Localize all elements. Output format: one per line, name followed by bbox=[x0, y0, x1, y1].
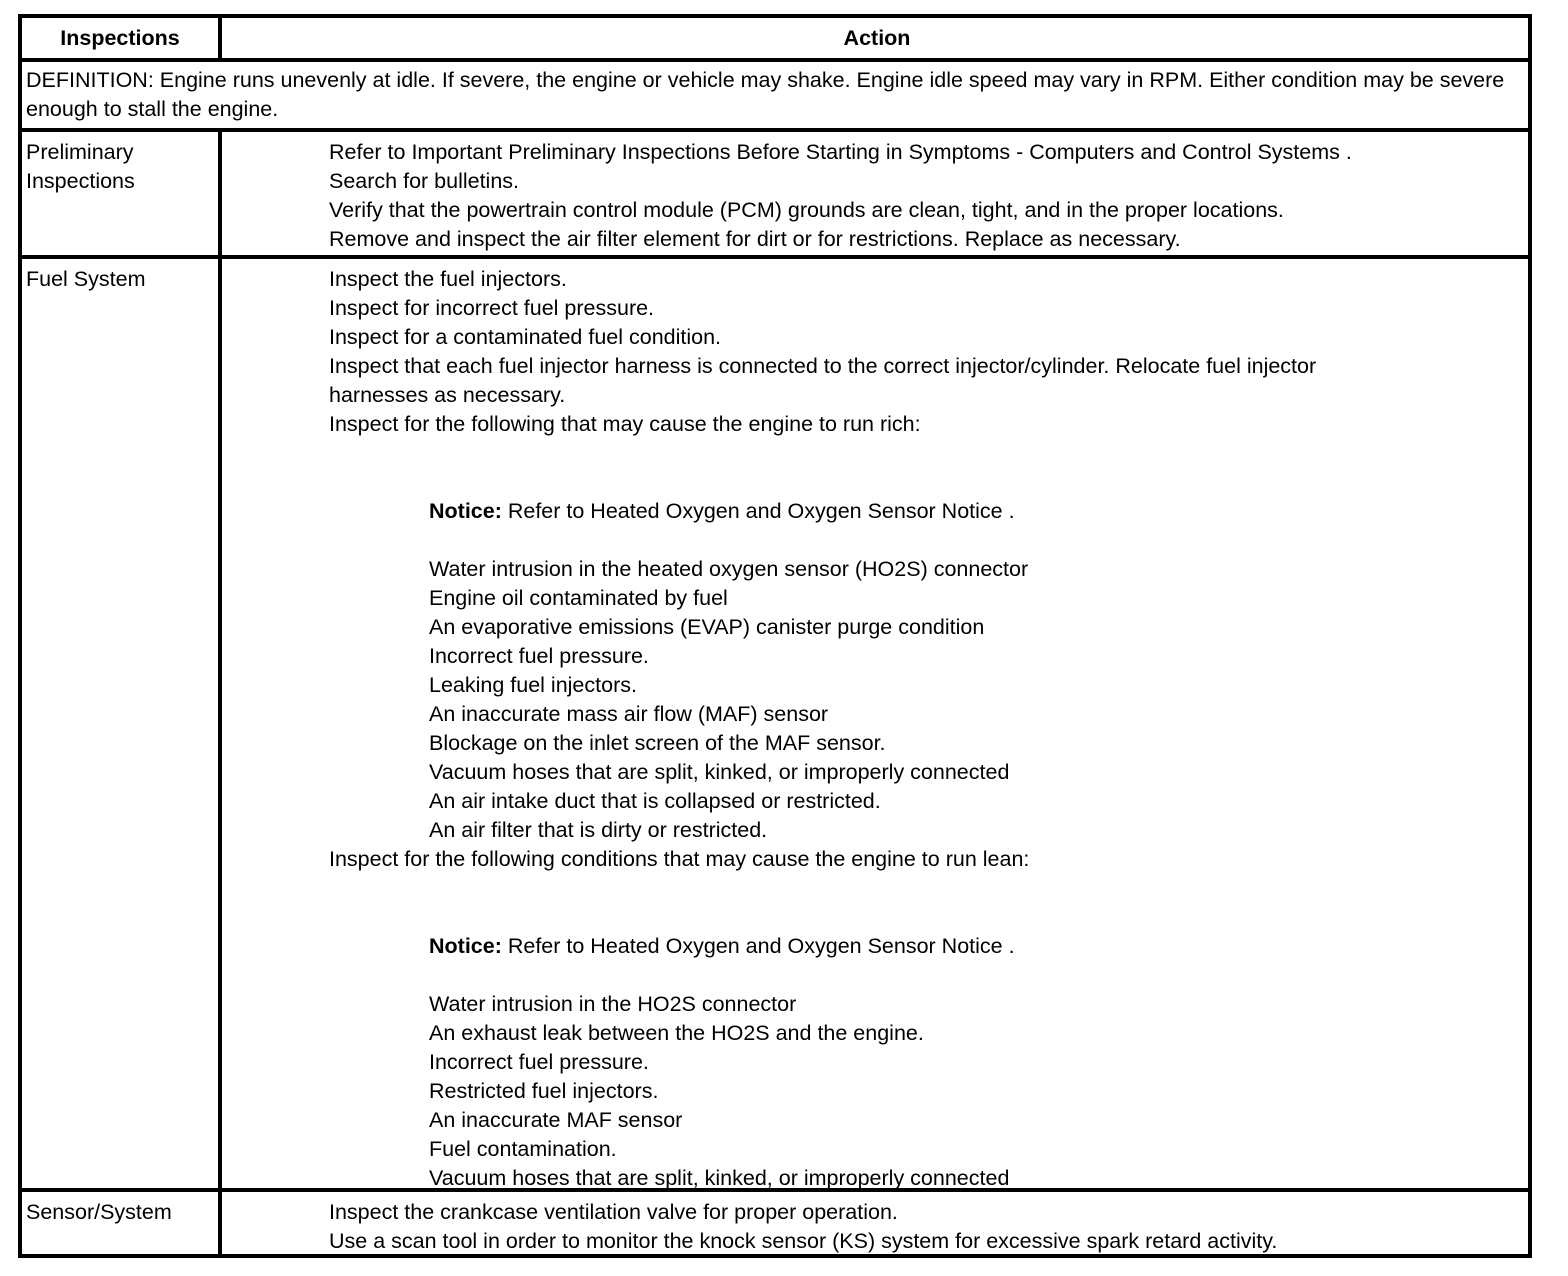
group-heading: Inspect for the following conditions that may cause the engine to run lean: bbox=[329, 847, 1030, 871]
preliminary-actions bbox=[226, 132, 1528, 255]
action-line: harnesses as necessary. bbox=[329, 383, 566, 407]
list-item: Incorrect fuel pressure. bbox=[429, 1050, 649, 1074]
action-line: Remove and inspect the air filter element for dirt or for restrictions. Replace as necessary. bbox=[329, 227, 1181, 251]
sensor-system-label: Sensor/System bbox=[22, 1192, 222, 1258]
list-item: An exhaust leak between the HO2S and the engine. bbox=[429, 1021, 924, 1045]
notice-text: Refer to Heated Oxygen and Oxygen Sensor Notice . bbox=[501, 499, 1015, 523]
list-item: Leaking fuel injectors. bbox=[429, 673, 637, 697]
list-item: Vacuum hoses that are split, kinked, or improperly connected bbox=[429, 760, 1010, 784]
preliminary-label: Preliminary Inspections bbox=[22, 132, 222, 255]
notice-label: Notice: bbox=[429, 499, 502, 523]
sensor-system-actions bbox=[226, 1192, 1528, 1258]
fuel-system-actions bbox=[226, 259, 1528, 1188]
list-item: Fuel contamination. bbox=[429, 1137, 617, 1161]
action-line: Use a scan tool in order to monitor the knock sensor (KS) system for excessive spark retard activity. bbox=[329, 1229, 1278, 1253]
header-row bbox=[22, 18, 1528, 62]
fuel-system-label: Fuel System bbox=[22, 259, 222, 1188]
action-line: Search for bulletins. bbox=[329, 169, 520, 193]
sensor-system-row bbox=[22, 1192, 1528, 1258]
list-item: Blockage on the inlet screen of the MAF sensor. bbox=[429, 731, 886, 755]
list-item: Water intrusion in the heated oxygen sensor (HO2S) connector bbox=[429, 557, 1029, 581]
list-item: An inaccurate mass air flow (MAF) sensor bbox=[429, 702, 829, 726]
notice-label: Notice: bbox=[429, 934, 502, 958]
notice-line bbox=[329, 497, 1528, 526]
action-line: Refer to Important Preliminary Inspections Before Starting in Symptoms - Computers and Control Systems . bbox=[329, 140, 1352, 164]
list-item: Engine oil contaminated by fuel bbox=[429, 586, 728, 610]
notice-line bbox=[329, 932, 1528, 961]
action-line: Inspect the crankcase ventilation valve for proper operation. bbox=[329, 1200, 898, 1224]
action-line: Inspect the fuel injectors. bbox=[329, 267, 567, 291]
header-action: Action bbox=[843, 26, 911, 50]
list-item: An inaccurate MAF sensor bbox=[429, 1108, 683, 1132]
list-item: Restricted fuel injectors. bbox=[429, 1079, 659, 1103]
list-item: An evaporative emissions (EVAP) canister purge condition bbox=[429, 615, 985, 639]
preliminary-row bbox=[22, 132, 1528, 259]
list-item: Water intrusion in the HO2S connector bbox=[429, 992, 797, 1016]
action-line: Inspect that each fuel injector harness is connected to the correct injector/cylinder. Relocate fuel injector bbox=[329, 354, 1317, 378]
list-item: Vacuum hoses that are split, kinked, or improperly connected bbox=[429, 1166, 1010, 1190]
list-item: An air filter that is dirty or restricted. bbox=[429, 818, 768, 842]
fuel-system-row bbox=[22, 259, 1528, 1192]
list-item: An air intake duct that is collapsed or restricted. bbox=[429, 789, 881, 813]
list-item: Incorrect fuel pressure. bbox=[429, 644, 649, 668]
action-line: Inspect for incorrect fuel pressure. bbox=[329, 296, 655, 320]
group-heading: Inspect for the following that may cause the engine to run rich: bbox=[329, 412, 921, 436]
definition-row: DEFINITION: Engine runs unevenly at idle. If severe, the engine or vehicle may shake. Engine idle speed may vary in RPM. Either condition may be severe enough to stall the engine. bbox=[22, 62, 1528, 132]
action-line: Inspect for a contaminated fuel condition. bbox=[329, 325, 722, 349]
action-line: Verify that the powertrain control module (PCM) grounds are clean, tight, and in the proper locations. bbox=[329, 198, 1284, 222]
header-inspections: Inspections bbox=[22, 18, 222, 58]
notice-text: Refer to Heated Oxygen and Oxygen Sensor Notice . bbox=[501, 934, 1015, 958]
inspection-table bbox=[18, 14, 1532, 1258]
